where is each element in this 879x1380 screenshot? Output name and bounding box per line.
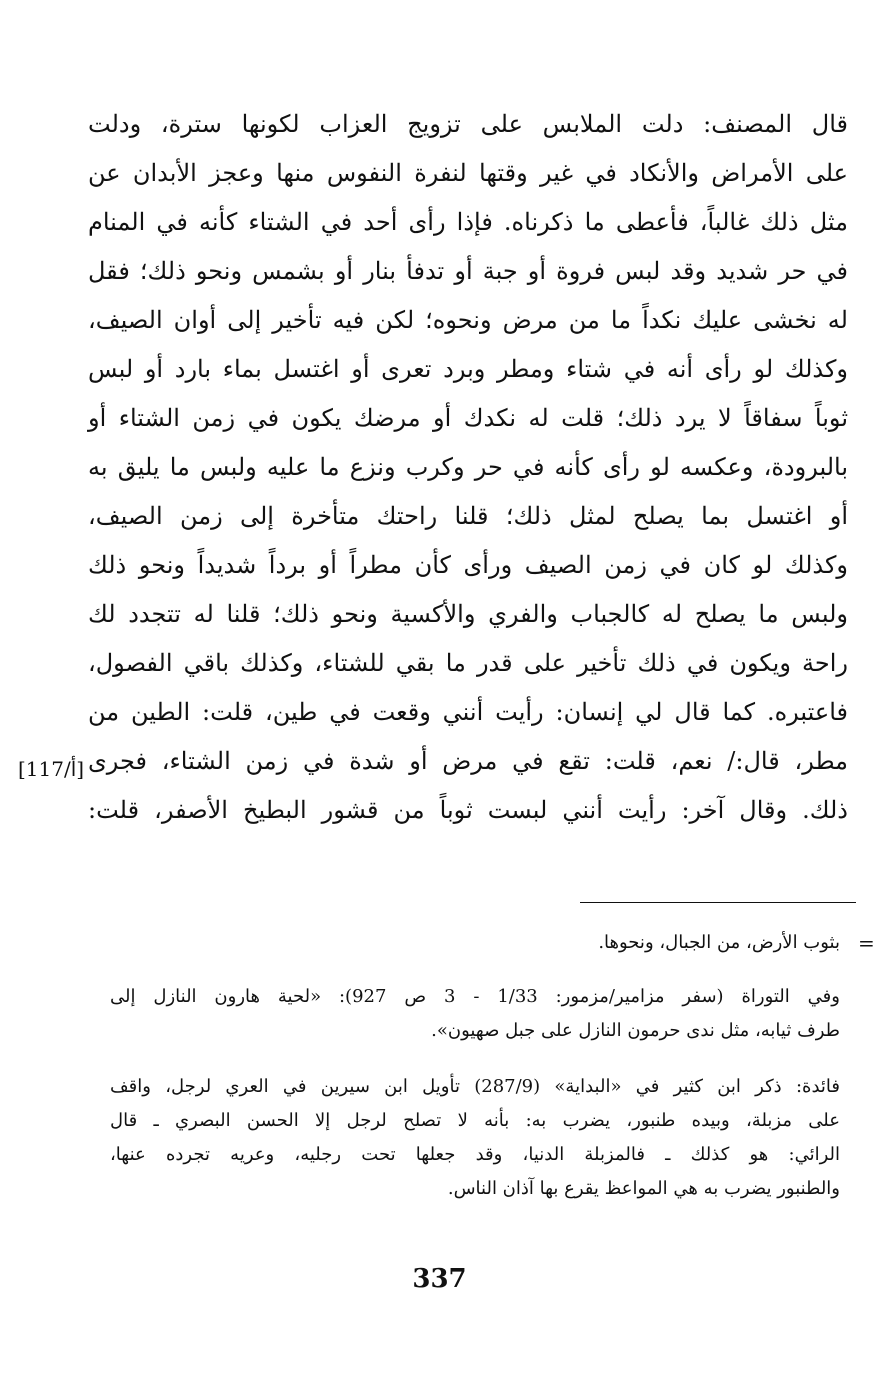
text-line: وكذلك لو رأى أنه في شتاء ومطر وبرد تعرى أو اغتسل بماء بارد أو لبس [88, 355, 848, 383]
footnote-1 [110, 926, 840, 960]
text-line: راحة ويكون في ذلك تأخير على قدر ما بقي للشتاء، وكذلك باقي الفصول، [88, 649, 848, 677]
text-line: ذلك. وقال آخر: رأيت أنني لبست ثوباً من قشور البطيخ الأصفر، قلت: [88, 796, 848, 824]
text-line: مطر، قال:/ نعم، قلت: تقع في مرض أو شدة في زمن الشتاء، فجرى [88, 747, 848, 775]
text-line: أو اغتسل بما يصلح لمثل ذلك؛ قلنا راحتك متأخرة إلى زمن الصيف، [88, 502, 848, 530]
footnote-3 [110, 1070, 840, 1206]
text-line: وكذلك لو كان في زمن الصيف ورأى كأن مطراً أو برداً شديداً ونحو ذلك [88, 551, 848, 579]
text-line: له نخشى عليك نكداً ما من مرض ونحوه؛ لكن فيه تأخير إلى أوان الصيف، [88, 306, 848, 334]
manuscript-folio-reference: [117/أ] [18, 757, 85, 781]
footnote-line: فائدة: ذكر ابن كثير في «البداية» (287/9) تأويل ابن سيرين في العري لرجل، واقف [110, 1076, 840, 1097]
text-line: على الأمراض والأنكاد في غير وقتها لنفرة النفوس منها وعجز الأبدان عن [88, 159, 848, 187]
page-number: 337 [412, 1264, 467, 1294]
footnote-line: بثوب الأرض، من الجبال، ونحوها. [598, 932, 840, 953]
main-text-block [88, 100, 848, 835]
footnote-line: والطنبور يضرب به هي المواعظ يقرع بها آذان الناس. [447, 1178, 840, 1199]
footnote-2 [110, 980, 840, 1048]
text-line: قال المصنف: دلت الملابس على تزويج العزاب لكونها سترة، ودلت [88, 110, 848, 138]
footnote-line: على مزبلة، وبيده طنبور، يضرب به: بأنه لا تصلح لرجل إلا الحسن البصري ـ قال [110, 1110, 840, 1131]
text-line: مثل ذلك غالباً، فأعطى ما ذكرناه. فإذا رأى أحد في الشتاء كأنه في المنام [88, 208, 848, 236]
text-line: فاعتبره. كما قال لي إنسان: رأيت أنني وقعت في طين، قلت: الطين من [88, 698, 848, 726]
footnote-line: طرف ثيابه، مثل ندى حرمون النازل على جبل صهيون». [431, 1020, 840, 1041]
text-line: بالبرودة، وعكسه لو رأى كأنه في حر وكرب ونزع ما عليه ولبس ما يليق به [88, 453, 848, 481]
footnote-continuation-mark: = [858, 931, 875, 955]
text-line: ثوباً سفاقاً لا يرد ذلك؛ قلت له نكدك أو مرضك يكون في زمن الشتاء أو [88, 404, 848, 432]
footnote-line: وفي التوراة (سفر مزامير/مزمور: 1/33 - 3 ص 927): «لحية هارون النازل إلى [110, 986, 840, 1007]
text-line: في حر شديد وقد لبس فروة أو جبة أو تدفأ بنار أو بشمس ونحو ذلك؛ فقل [88, 257, 848, 285]
footnote-separator [580, 902, 856, 903]
footnote-line: الرائي: هو كذلك ـ فالمزبلة الدنيا، وقد جعلها تحت رجليه، وعريه تجرده عنها، [110, 1144, 840, 1165]
text-line: ولبس ما يصلح له كالجباب والفري والأكسية ونحو ذلك؛ قلنا له تتجدد لك [88, 600, 848, 628]
